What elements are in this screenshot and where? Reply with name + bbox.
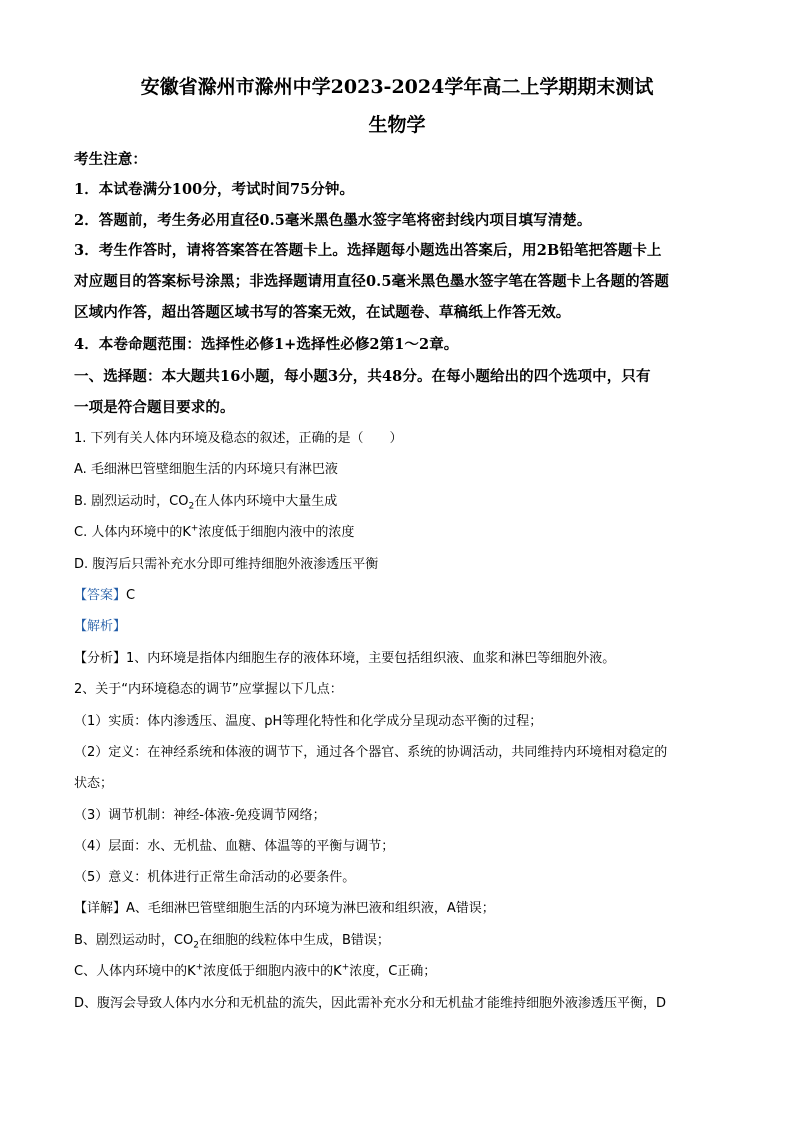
analysis-point-4a: （2）定义：在神经系统和体液的调节下，通过各个器官、系统的协调活动，共同维持内环境相对稳定的 [74,745,668,760]
answer-value: C [126,588,136,603]
analysis-label-line [74,617,724,637]
notice-heading: 考生注意： [74,151,147,168]
section-heading-line2: 一项是符合题目要求的。 [74,399,235,416]
analysis-point-4b: 状态； [74,776,114,791]
answer-label: 【答案】 [74,588,127,603]
notice-item-1: 1．本试卷满分100分，考试时间75分钟。 [74,181,355,198]
notice-item-2: 2．答题前，考生务必用直径0.5毫米黑色墨水签字笔将密封线内项目填写清楚。 [74,212,592,229]
analysis-point-6: （4）层面：水、无机盐、血糖、体温等的平衡与调节； [74,839,395,854]
option-a: A. 毛细淋巴管壁细胞生活的内环境只有淋巴液 [74,462,338,477]
analysis-point-3: （1）实质：体内渗透压、温度、pH等理化特性和化学成分呈现动态平衡的过程； [74,714,543,729]
notice-item-3-line3: 区域内作答，超出答题区域书写的答案无效，在试题卷、草稿纸上作答无效。 [74,304,571,321]
analysis-fenxi-line: 【分析】1、内环境是指体内细胞生存的液体环境，主要包括组织液、血浆和淋巴等细胞外液。 [74,651,616,666]
option-d: D. 腹泻后只需补充水分即可维持细胞外液渗透压平衡 [74,557,379,572]
notice-item-3-line2: 对应题目的答案标号涂黑；非选择题请用直径0.5毫米黑色墨水签字笔在答题卡上各题的答题 [74,273,669,290]
subject-title: 生物学 [368,114,426,136]
exam-title: 安徽省滁州市滁州中学2023-2024学年高二上学期期末测试 [140,76,654,98]
question-stem: 1. 下列有关人体内环境及稳态的叙述，正确的是（ ） [74,431,403,446]
detail-b: B、剧烈运动时，$CO_2$在细胞的线粒体中生成，B错误； [74,933,390,951]
detail-a: 【详解】A、毛细淋巴管壁细胞生活的内环境为淋巴液和组织液，A错误； [74,901,495,916]
answer-line [74,586,724,606]
detail-c: C、人体内环境中的K+浓度低于细胞内液中的K+浓度，C正确； [74,962,437,979]
analysis-point-7: （5）意义：机体进行正常生命活动的必要条件。 [74,870,356,885]
analysis-point-5: （3）调节机制：神经-体液-免疫调节网络； [74,808,326,823]
analysis-label: 【解析】 [74,619,127,634]
fenxi-label: 【分析】 [74,651,127,666]
option-c: C. 人体内环境中的K+浓度低于细胞内液中的浓度 [74,523,355,540]
notice-item-3-line1: 3．考生作答时，请将答案答在答题卡上。选择题每小题选出答案后，用2B铅笔把答题卡上 [74,242,662,259]
section-heading-line1: 一、选择题：本大题共16小题，每小题3分，共48分。在每小题给出的四个选项中，只有 [74,368,651,385]
option-b: B. 剧烈运动时，$CO_2$在人体内环境中大量生成 [74,494,338,512]
notice-item-4: 4．本卷命题范围：选择性必修1+选择性必修2第1～2章。 [74,336,459,353]
xiangjie-label: 【详解】 [74,901,127,916]
analysis-point-2: 2、关于“内环境稳态的调节”应掌握以下几点： [74,682,343,697]
detail-d: D、腹泻会导致人体内水分和无机盐的流失，因此需补充水分和无机盐才能维持细胞外液渗透压平衡，D [74,996,667,1011]
